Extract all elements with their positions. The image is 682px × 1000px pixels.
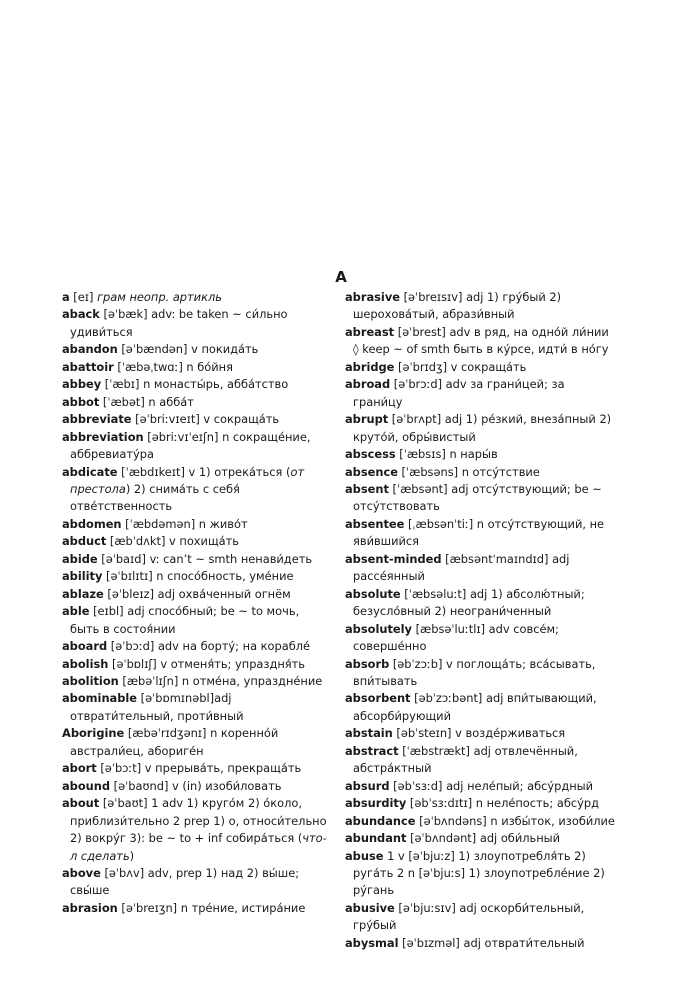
- dictionary-entry: [345, 586, 617, 621]
- dictionary-entry: [62, 673, 330, 690]
- entry-text: [əˈbɔːt] v прерыва́ть, прекраща́ть: [96, 761, 302, 776]
- entry-text: [əbriːvɪˈeɪʃn] n сокраще́ние, аббревиату́ра: [70, 429, 311, 462]
- headword: abusive: [345, 900, 395, 915]
- dictionary-entry: [345, 900, 617, 935]
- entry-text: [eɪ]: [69, 290, 98, 304]
- entry-text: [eɪbl] adj спосо́бный; be ~ to мочь, быть в состоя́нии: [70, 604, 300, 636]
- headword: ability: [62, 569, 103, 584]
- headword: absence: [345, 464, 398, 479]
- dictionary-entry: [62, 533, 330, 550]
- entry-text: [əˈbrʌpt] adj 1) ре́зкий, внеза́пный 2) круто́й, обры́вистый: [353, 412, 612, 444]
- headword: abdomen: [62, 516, 122, 531]
- headword: abroad: [345, 377, 391, 392]
- entry-text: [ˈæbstrækt] adj отвлечённый, абстра́ктный: [353, 743, 578, 776]
- headword: abbreviation: [62, 429, 144, 444]
- entry-text: [æbəˈlɪʃn] n отме́на, упраздне́ние: [118, 673, 323, 688]
- dictionary-entry: [345, 656, 617, 691]
- entry-text: [ˈæbsəns] n отсу́тствие: [397, 464, 540, 479]
- dictionary-entry: [345, 446, 617, 463]
- dictionary-entry: [62, 341, 330, 358]
- entry-text: [əbˈsɜːdɪtɪ] n неле́пость; абсу́рд: [406, 796, 599, 811]
- dictionary-entry: [345, 690, 617, 725]
- entry-text: [ˈæbsɪs] n нары́в: [395, 447, 498, 462]
- headword: abolish: [62, 656, 109, 671]
- dictionary-entry: [345, 359, 617, 376]
- entry-text: [ˌæbsənˈtiː] n отсу́тствующий, не яви́вшийся: [353, 516, 605, 549]
- headword: above: [62, 865, 101, 880]
- headword: abbot: [62, 394, 100, 409]
- left-column: [62, 289, 330, 917]
- dictionary-entry: [345, 411, 617, 446]
- dictionary-entry: [62, 900, 330, 917]
- entry-text: [ˈæbət] n абба́т: [99, 394, 194, 409]
- entry-text: 1 v [əˈbjuːz] 1) злоупотребля́ть 2) руга́ть 2 n [əˈbjuːs] 1) злоупотребле́ние 2) ру́гань: [353, 848, 605, 898]
- headword: ablaze: [62, 586, 104, 601]
- entry-text: [əbˈsteɪn] v возде́рживаться: [392, 726, 566, 741]
- entry-text: [æbˈdʌkt] v похища́ть: [106, 534, 240, 549]
- headword: abscess: [345, 447, 396, 462]
- dictionary-entry: [345, 289, 617, 324]
- entry-text: [ˈæbdɪkeɪt] v 1) отрека́ться (: [117, 464, 291, 479]
- headword: absentee: [345, 516, 405, 531]
- entry-gloss: грам неопр. артикль: [97, 290, 222, 304]
- dictionary-entry: [345, 743, 617, 778]
- entry-text: [ˈæbɪ] n монасты́рь, абба́тство: [101, 377, 289, 392]
- dictionary-entry: [345, 621, 617, 656]
- headword: abundant: [345, 831, 407, 846]
- dictionary-entry: [345, 551, 617, 586]
- entry-text: [əbˈzɔːbənt] adj впи́тывающий, абсорби́рующий: [353, 691, 597, 723]
- dictionary-entry: [62, 289, 330, 306]
- entry-text: [əbˈsɜːd] adj неле́пый; абсу́рдный: [389, 778, 594, 793]
- headword: absolutely: [345, 621, 412, 636]
- entry-text: [əˈbjuːsɪv] adj оскорби́тельный, гру́бый: [353, 900, 585, 933]
- headword: absorbent: [345, 691, 411, 706]
- dictionary-entry: [62, 760, 330, 777]
- entry-text: [əˈbrɔːd] adv за грани́цей; за грани́цу: [353, 377, 565, 409]
- headword: abrasion: [62, 900, 118, 915]
- entry-text-tail: ) 2) снима́ть с себя́ отве́тственность: [70, 481, 240, 514]
- dictionary-entry: [62, 306, 330, 341]
- dictionary-entry: [62, 603, 330, 638]
- entry-text: [əˈbɒmɪnəbl]adj отврати́тельный, проти́вный: [70, 691, 244, 723]
- headword: abominable: [62, 691, 138, 706]
- dictionary-entry: [345, 813, 617, 830]
- headword: abdicate: [62, 464, 118, 479]
- dictionary-entry: [62, 778, 330, 795]
- entry-text: [əˈbʌv] adv, prep 1) над 2) вы́ше; свы́ше: [70, 865, 300, 898]
- headword: abolition: [62, 673, 119, 688]
- entry-text: [æbəˈrɪdʒənɪ] n коренно́й австрали́ец, абориге́н: [70, 726, 279, 758]
- entry-text: [əˈbɪlɪtɪ] n спосо́бность, уме́ние: [102, 569, 294, 584]
- dictionary-entry: [62, 464, 330, 516]
- headword: abuse: [345, 848, 384, 863]
- headword: abrasive: [345, 290, 400, 304]
- headword: abstain: [345, 726, 393, 741]
- dictionary-entry: [345, 830, 617, 847]
- entry-text: [əˈbændən] v покида́ть: [117, 342, 259, 357]
- dictionary-entry: [345, 481, 617, 516]
- headword: abridge: [345, 359, 395, 374]
- dictionary-entry: [62, 865, 330, 900]
- headword: absurd: [345, 778, 390, 793]
- right-column: [345, 289, 617, 952]
- dictionary-entry: [345, 935, 617, 952]
- entry-text: [əˈbaɪd] v: can’t ~ smth ненави́деть: [97, 551, 313, 566]
- headword: abide: [62, 551, 98, 566]
- headword: abrupt: [345, 412, 389, 427]
- entry-text: [əˈbreɪsɪv] adj 1) гру́бый 2) шерохова́тый, абрази́вный: [353, 290, 562, 322]
- entry-gloss: что-л сделать: [70, 831, 327, 863]
- headword: a: [62, 290, 70, 304]
- dictionary-entry: [62, 516, 330, 533]
- entry-text: [əbˈzɔːb] v поглоща́ть; вса́сывать, впи́тывать: [353, 656, 596, 688]
- dictionary-entry: [62, 638, 330, 655]
- dictionary-entry: [345, 516, 617, 551]
- headword: absolute: [345, 586, 401, 601]
- entry-text: [ˈæbsənt] adj отсу́тствующий; be ~ отсу́тствовать: [353, 481, 602, 514]
- headword: abbreviate: [62, 412, 132, 427]
- entry-text: [əˈbriːvɪeɪt] v сокраща́ть: [131, 412, 280, 427]
- headword: absurdity: [345, 796, 407, 811]
- dictionary-entry: [62, 795, 330, 865]
- entry-text: [ˈæbsəluːt] adj 1) абсолю́тный; безусло́вный 2) неограни́ченный: [353, 586, 585, 619]
- entry-text: [əˈbæk] adv: be taken ~ си́льно удиви́ться: [70, 307, 288, 339]
- dictionary-entry: [62, 568, 330, 585]
- dictionary-entry: [62, 394, 330, 411]
- dictionary-entry: [345, 376, 617, 411]
- entry-text: [əˈbleɪz] adj охва́ченный огнём: [103, 586, 291, 601]
- entry-text: [ˈæbəˌtwɑː] n бо́йня: [113, 359, 233, 374]
- entry-text: [əˈbrest] adv в ряд, на одно́й ли́нии ◊ keep ~ of smth быть в ку́рсе, идти́ в но́гу: [353, 324, 609, 357]
- dictionary-entry: [62, 551, 330, 568]
- entry-text-tail: ): [129, 848, 135, 863]
- headword: abbey: [62, 377, 102, 392]
- dictionary-entry: [345, 848, 617, 900]
- dictionary-entry: [345, 464, 617, 481]
- headword: absent: [345, 481, 389, 496]
- dictionary-entry: [345, 725, 617, 742]
- dictionary-entry: [345, 795, 617, 812]
- dictionary-entry: [62, 429, 330, 464]
- headword: about: [62, 796, 100, 811]
- dictionary-entry: [62, 411, 330, 428]
- section-letter: A: [335, 268, 347, 286]
- entry-text: [əˈbaʊnd] v (in) изоби́ловать: [110, 778, 282, 793]
- headword: abysmal: [345, 935, 399, 950]
- headword: abstract: [345, 743, 399, 758]
- entry-text: [əˈbreɪʒn] n тре́ние, истира́ние: [117, 900, 306, 915]
- dictionary-entry: [62, 376, 330, 393]
- dictionary-entry: [62, 359, 330, 376]
- entry-text: [əˈbʌndənt] adj оби́льный: [406, 831, 561, 846]
- headword: abduct: [62, 534, 107, 549]
- headword: Aborigine: [62, 726, 125, 741]
- headword: aboard: [62, 639, 108, 654]
- entry-text: [əˈbɔːd] adv на борту́; на корабле́: [107, 639, 311, 654]
- headword: abreast: [345, 324, 395, 339]
- dictionary-entry: [62, 690, 330, 725]
- dictionary-entry: [62, 725, 330, 760]
- dictionary-entry: [345, 778, 617, 795]
- dictionary-entry: [62, 656, 330, 673]
- headword: able: [62, 604, 90, 619]
- entry-text: [əˈbɪzməl] adj отврати́тельный: [398, 935, 585, 950]
- headword: absorb: [345, 656, 390, 671]
- entry-text: [əˈbrɪdʒ] v сокраща́ть: [394, 359, 527, 374]
- headword: abandon: [62, 342, 118, 357]
- dictionary-entry: [62, 586, 330, 603]
- entry-text: [əˈbʌndəns] n избы́ток, изоби́лие: [415, 813, 615, 828]
- entry-text: [æbsəntˈmaɪndɪd] adj рассе́янный: [353, 551, 570, 584]
- dictionary-entry: [345, 324, 617, 359]
- entry-text: [ˈæbdəmən] n живо́т: [121, 516, 248, 531]
- entry-text: [əˈbɒlɪʃ] v отменя́ть; упраздня́ть: [108, 656, 305, 671]
- headword: abort: [62, 761, 97, 776]
- headword: abound: [62, 778, 111, 793]
- entry-gloss: от престола: [70, 464, 305, 496]
- headword: abattoir: [62, 359, 114, 374]
- headword: absent-minded: [345, 551, 442, 566]
- headword: abundance: [345, 813, 416, 828]
- entry-text: [əˈbaʊt] 1 adv 1) круго́м 2) о́коло, приблизи́тельно 2 prep 1) о, относи́тельно 2) вокру́г 3): be ~ to + inf собира́ться (: [70, 796, 327, 846]
- entry-text: [æbsəˈluːtlɪ] adv совсе́м; соверше́нно: [353, 621, 559, 654]
- headword: aback: [62, 307, 100, 322]
